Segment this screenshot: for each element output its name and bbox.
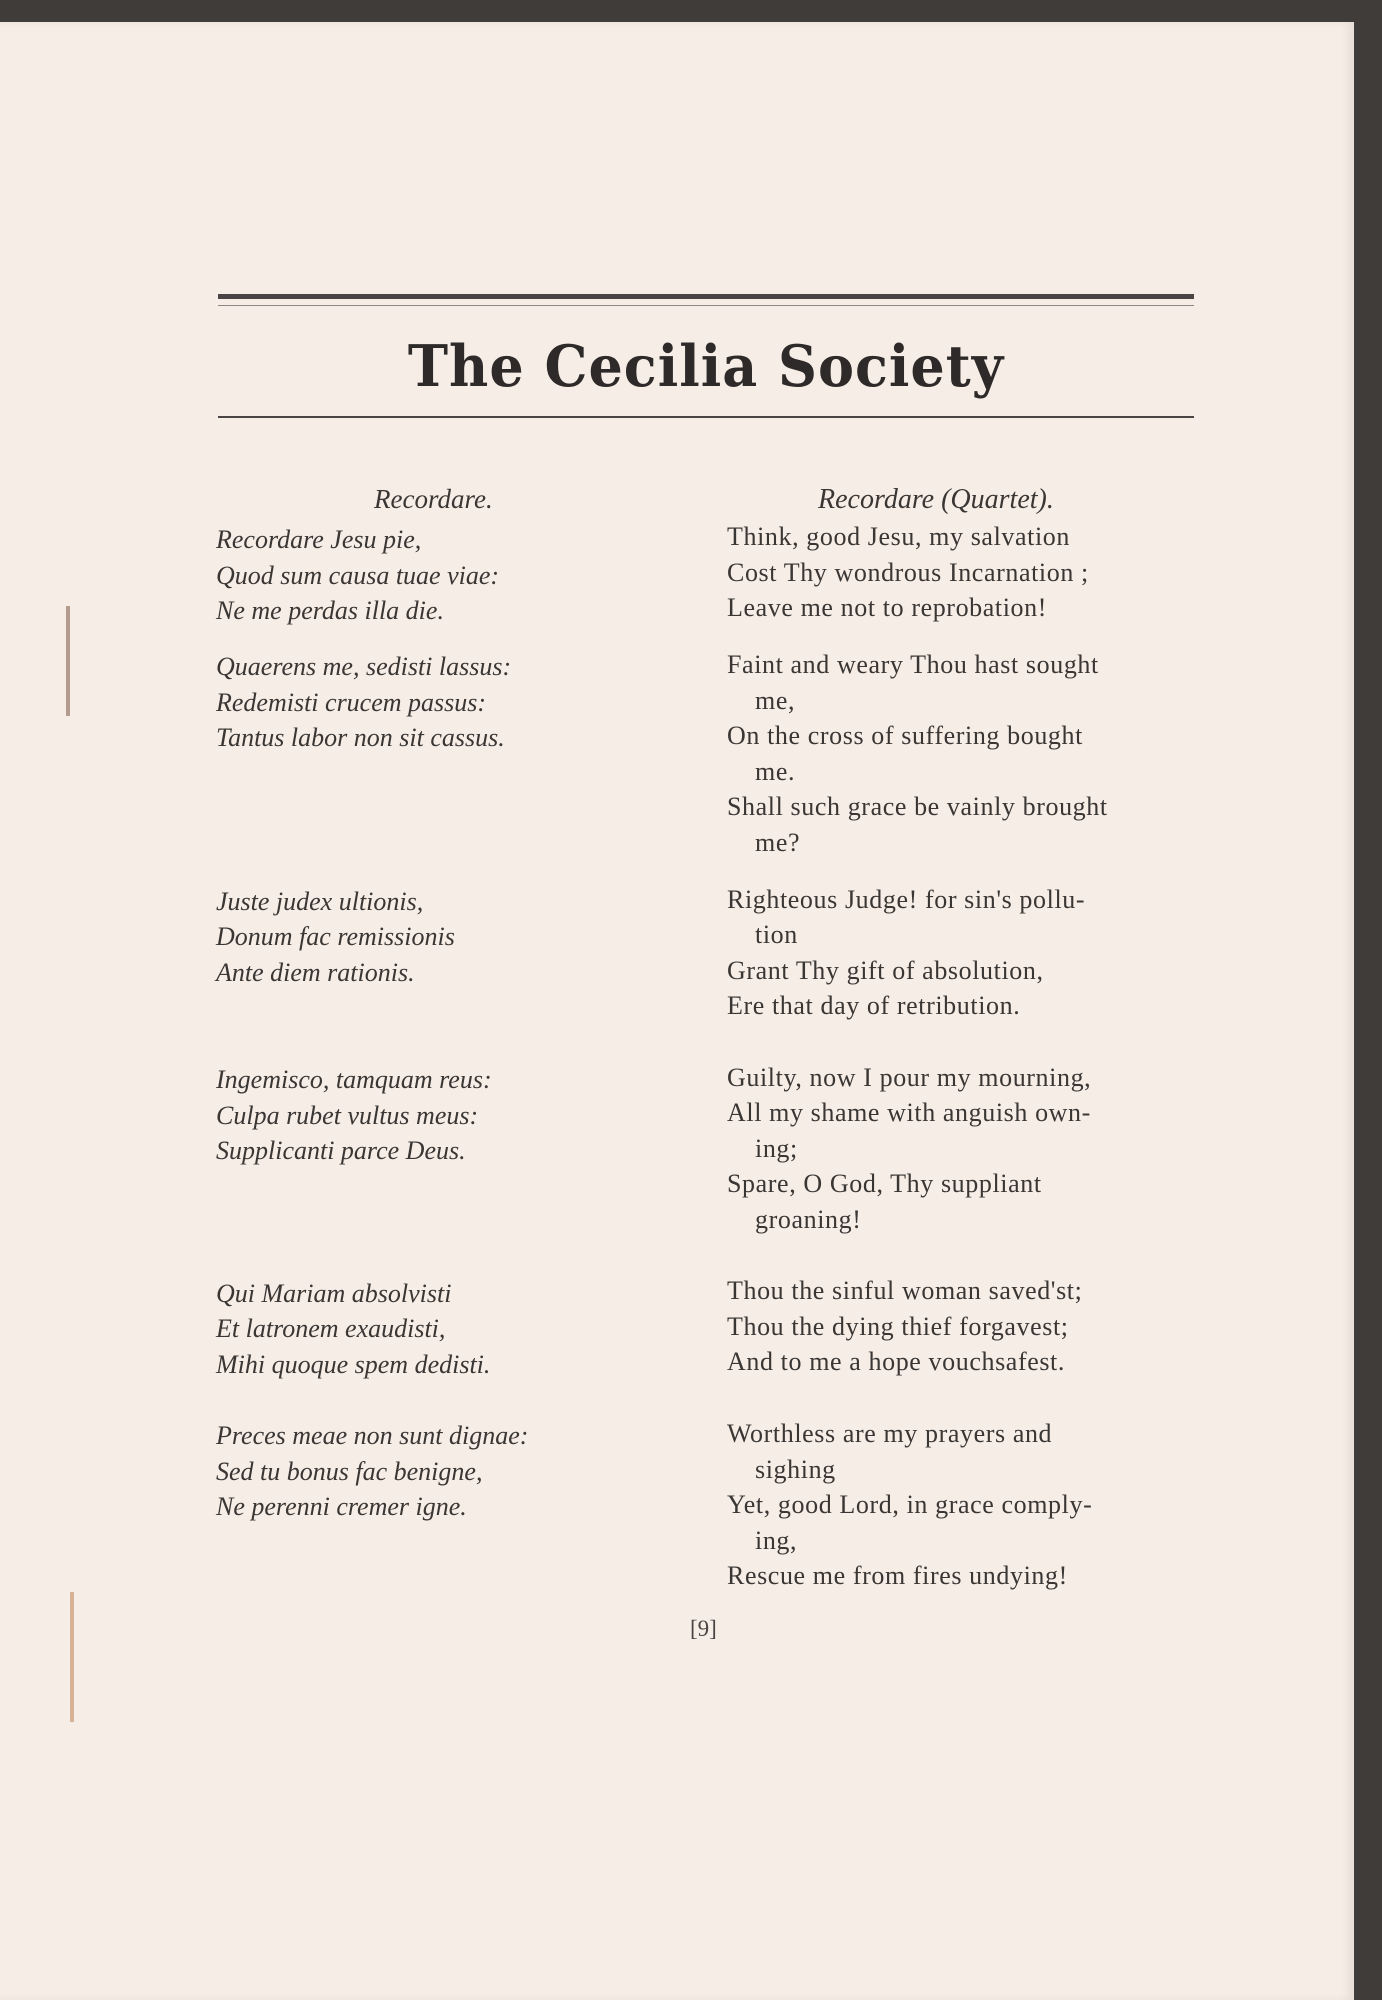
english-line: Think, good Jesu, my salvation <box>727 522 1070 551</box>
latin-line: Quod sum causa tuae viae: <box>216 561 500 590</box>
english-line: me? <box>755 828 801 857</box>
latin-heading: Recordare. <box>374 484 493 514</box>
english-line: tion <box>755 920 798 949</box>
english-line: Grant Thy gift of absolution, <box>727 956 1044 985</box>
latin-line: Recordare Jesu pie, <box>216 525 422 554</box>
english-line: On the cross of suffering bought <box>727 721 1083 750</box>
english-line: Faint and weary Thou hast sought <box>727 650 1099 679</box>
english-line: Worthless are my prayers and <box>727 1419 1053 1448</box>
header-rule-bottom <box>218 416 1194 418</box>
latin-line: Redemisti crucem passus: <box>216 688 487 717</box>
english-line: groaning! <box>755 1205 862 1234</box>
latin-line: Donum fac remissionis <box>216 922 455 951</box>
english-line: me, <box>755 686 796 715</box>
latin-line: Qui Mariam absolvisti <box>216 1279 452 1308</box>
english-heading: Recordare (Quartet). <box>818 484 1054 515</box>
english-line: Thou the dying thief forgavest; <box>727 1312 1069 1341</box>
latin-line: Ante diem rationis. <box>216 958 415 987</box>
page-title: The Cecilia Society <box>407 332 1005 400</box>
binding-mark <box>66 606 70 716</box>
english-line: Leave me not to reprobation! <box>727 593 1048 622</box>
english-line: Yet, good Lord, in grace comply- <box>727 1490 1093 1519</box>
english-line: Thou the sinful woman saved'st; <box>727 1276 1083 1305</box>
latin-line: Quaerens me, sedisti lassus: <box>216 652 512 681</box>
latin-line: Supplicanti parce Deus. <box>216 1136 466 1165</box>
header-rule-thin <box>218 305 1194 306</box>
english-line: All my shame with anguish own- <box>727 1098 1091 1127</box>
latin-line: Ne me perdas illa die. <box>216 596 444 625</box>
latin-line: Et latronem exaudisti, <box>216 1314 446 1343</box>
latin-line: Mihi quoque spem dedisti. <box>216 1350 491 1379</box>
english-line: And to me a hope vouchsafest. <box>727 1347 1065 1376</box>
english-line: Guilty, now I pour my mourning, <box>727 1063 1092 1092</box>
english-line: ing, <box>755 1526 798 1555</box>
english-line: Ere that day of retribution. <box>727 991 1021 1020</box>
latin-line: Juste judex ultionis, <box>216 887 424 916</box>
latin-line: Ne perenni cremer igne. <box>216 1492 467 1521</box>
header-rule-thick <box>218 294 1194 299</box>
page-number: [9] <box>690 1616 717 1641</box>
latin-line: Sed tu bonus fac benigne, <box>216 1457 483 1486</box>
latin-line: Ingemisco, tamquam reus: <box>216 1065 492 1094</box>
english-line: Rescue me from fires undying! <box>727 1561 1068 1590</box>
english-line: Righteous Judge! for sin's pollu- <box>727 885 1086 914</box>
english-line: Spare, O God, Thy suppliant <box>727 1169 1042 1198</box>
english-line: ing; <box>755 1134 798 1163</box>
binding-mark <box>70 1592 74 1722</box>
latin-line: Tantus labor non sit cassus. <box>216 723 505 752</box>
program-page <box>0 22 1354 2000</box>
latin-line: Preces meae non sunt dignae: <box>216 1421 529 1450</box>
english-line: Shall such grace be vainly brought <box>727 792 1108 821</box>
english-line: me. <box>755 757 796 786</box>
english-line: Cost Thy wondrous Incarnation ; <box>727 558 1089 587</box>
latin-line: Culpa rubet vultus meus: <box>216 1101 479 1130</box>
english-line: sighing <box>755 1455 836 1484</box>
